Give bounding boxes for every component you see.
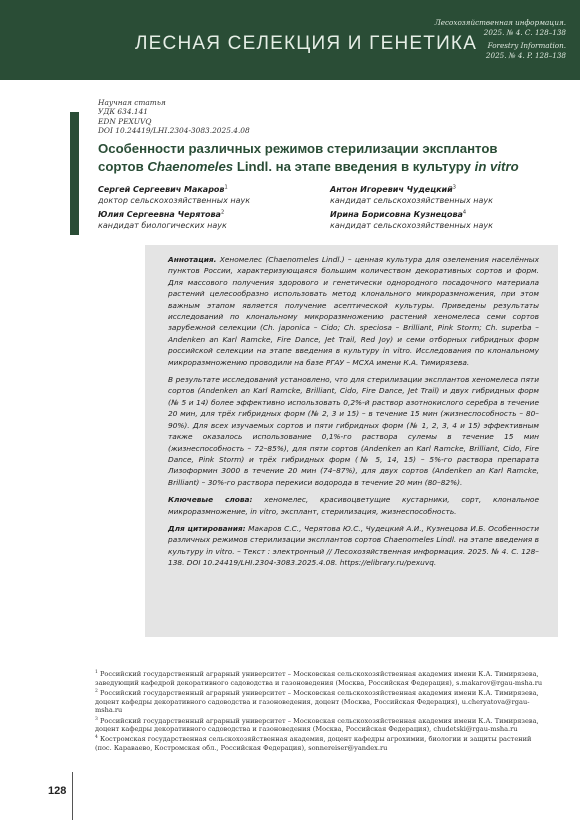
title-part-1: Особенности различных режимов стерилизации эксплантов сортов (98, 141, 498, 174)
section-title: ЛЕСНАЯ СЕЛЕКЦИЯ И ГЕНЕТИКА (135, 33, 478, 54)
author-affiliation-mark: 1 (224, 184, 228, 191)
footnote-text: Костромская государственная сельскохозяйственная академия, доцент кафедры агрохимии, биологии и защиты растений (пос. Караваево, Костромская обл., Российская Федерация), sonnereiser@yandex.ru (95, 735, 532, 753)
footnote (95, 717, 550, 734)
author-name: Антон Игоревич Чудецкий (330, 185, 453, 194)
authors-left-column (98, 185, 250, 235)
author-degree: кандидат биологических наук (98, 220, 227, 230)
doi-link[interactable]: DOI 10.24419/LHI.2304-3083.2025.4.08 (98, 126, 250, 136)
footnote-text: Российский государственный аграрный университет – Московская сельскохозяйственная академия имени К.А. Тимирязева, доцент кафедры декоративного садоводства и газоноведения (Москва, Российская Федерация), chudetski@rgau-msha.ru (95, 716, 539, 734)
author-name: Сергей Сергеевич Макаров (98, 185, 225, 194)
footnote (95, 735, 550, 752)
title-part-2: Lindl. на этапе введения в культуру (233, 158, 475, 174)
title-genus: Chaenomeles (147, 158, 234, 174)
author-affiliation-mark: 4 (462, 209, 467, 216)
citation-label: Для цитирования: (168, 523, 246, 533)
author-block (330, 210, 493, 231)
abstract-label: Аннотация. (168, 255, 217, 264)
article-meta (98, 98, 250, 136)
udk-code: УДК 634.141 (98, 107, 148, 117)
author-degree: кандидат сельскохозяйственных наук (330, 220, 493, 230)
footnote-mark: 3 (95, 716, 98, 722)
author-name: Юлия Сергеевна Чеpятова (98, 210, 221, 219)
keywords-text: хеномелес, красивоцветущие кустарники, сорт, клональное микроразмножение, in vitro, эксплант, стерилизация, жизнеспособность. (168, 495, 539, 516)
article-title (98, 140, 538, 175)
footnote-mark: 1 (95, 669, 98, 675)
title-in-vitro: in vitro (474, 158, 519, 174)
edn-code: EDN PEXUVQ (98, 116, 152, 126)
footnote-text: Российский государственный аграрный университет – Московская сельскохозяйственная академия имени К.А. Тимирязева, заведующий кафедрой декоративного садоводства и газоноведения (Москва, Российская Федерация), s.makarov@rgau-msha.ru (95, 670, 543, 687)
footnote (95, 689, 550, 715)
page-number-divider (72, 772, 73, 820)
journal-name-ru: Лесохозяйственная информация. (434, 18, 566, 27)
footnote-text: Российский государственный аграрный университет – Московская сельскохозяйственная академия имени К.А. Тимирязева, доцент кафедры декоративного садоводства и газоноведения, доцент (Москва, Российская Федерация), u.cheryatova@rgau-msha.ru (95, 688, 539, 715)
author-degree: кандидат сельскохозяйственных наук (330, 195, 493, 205)
citation-paragraph (168, 523, 539, 569)
journal-name-en: Forestry Information. (487, 41, 566, 51)
journal-header (0, 0, 580, 80)
keywords-label: Ключевые слова: (168, 495, 253, 505)
author-affiliation-mark: 2 (220, 209, 225, 216)
author-affiliation-mark: 3 (452, 184, 456, 191)
article-type: Научная статья (98, 98, 166, 107)
abstract-paragraph-2: В результате исследований установлено, что для стерилизации эксплантов хеномелеса пяти сортов (Andenken an Karl Ramcke, Brilliant, Cido, Fire Dance, Jet Trail) и двух гибридных форм (№ 5 и 14) более эффективно использовать 0,2%-й раствор азотнокислого серебра в течение 20 мин, для трёх гибридных форм (№ 2, 3 и 15) – в течение 15 мин (жизнеспособность – 80–90%). Для всех изучаемых сортов и пяти гибридных форм (№ 1, 2, 3, 4 и 15) эффективным также оказалось использование 0,1%-го раствора сулемы в течение 15 мин (жизнеспособность – 72–85%), для пяти сортов (Andenken an Karl Ramcke, Brilliant, Cido, Fire Dance, Pink Storm) и трёх гибридных форм (№ 5, 14, 15) – 5%-го раствора препарата Лизоформин 3000 в течение 20 мин (74–87%), для двух сортов (Andenken an Karl Ramcke, Brilliant) – 30%-го раствора перекиси водорода в течение 20 мин (80–82%). (168, 375, 539, 487)
author-name: Ирина Борисовна Кузнецова (330, 210, 463, 219)
journal-issue-ru: 2025. № 4. С. 128–138 (483, 27, 566, 37)
affiliation-footnotes (95, 670, 550, 754)
authors-right-column (330, 185, 493, 235)
journal-issue-en: 2025. № 4. P. 128–138 (485, 50, 566, 60)
author-block (98, 210, 250, 231)
abstract-text-1: Хеномелес (Chaenomeles Lindl.) – ценная культура для озеленения населённых пунктов России, характеризующаяся большим количеством декоративных сортов и форм. Для массового получения здорового и генетически однородного посадочного материала растений целесообразно использовать метод клонального микроразмножения, при этом важным этапом является получение асептической культуры. Приведены результаты исследований по клональному микроразмножению растений хеномелеса семи сортов зарубежной селекции (Ch. japonica – Cido; Ch. speciosa – Brilliant, Pink Storm; Ch. superba – Andenken an Karl Ramcke, Fire Dance, Jet Trail, Red Joy) и семи отборных гибридных форм российской селекции на этапе введения в культуру in vitro. Исследования по клональному микроразмножению проводили на базе РГАУ – МСХА имени К.А. Тимирязева. (168, 255, 539, 367)
keywords-paragraph (168, 494, 539, 517)
author-block (330, 185, 493, 206)
page-number: 128 (48, 785, 67, 797)
citation-text[interactable]: Макаров С.С., Чеpятова Ю.С., Чудецкий А.И., Кузнецова И.Б. Особенности различных режимов стерилизации эксплантов сортов Chaenomeles Lindl. на этапе введения в культуру in vitro. – Текст : электронный // Лесохозяйственная информация. 2025. № 4. С. 128–138. DOI 10.24419/LHI.2304-3083.2025.4.08. https://elibrary.ru/pexuvq. (168, 523, 540, 568)
footnote-mark: 2 (95, 688, 98, 694)
abstract-paragraph-1 (168, 254, 539, 368)
author-block (98, 185, 250, 206)
footnote (95, 670, 550, 687)
footnote-mark: 4 (95, 735, 98, 741)
decorative-accent-bar (70, 112, 79, 235)
author-degree: доктор сельскохозяйственных наук (98, 195, 251, 205)
abstract-box (145, 245, 558, 637)
journal-citation-info (416, 18, 566, 60)
